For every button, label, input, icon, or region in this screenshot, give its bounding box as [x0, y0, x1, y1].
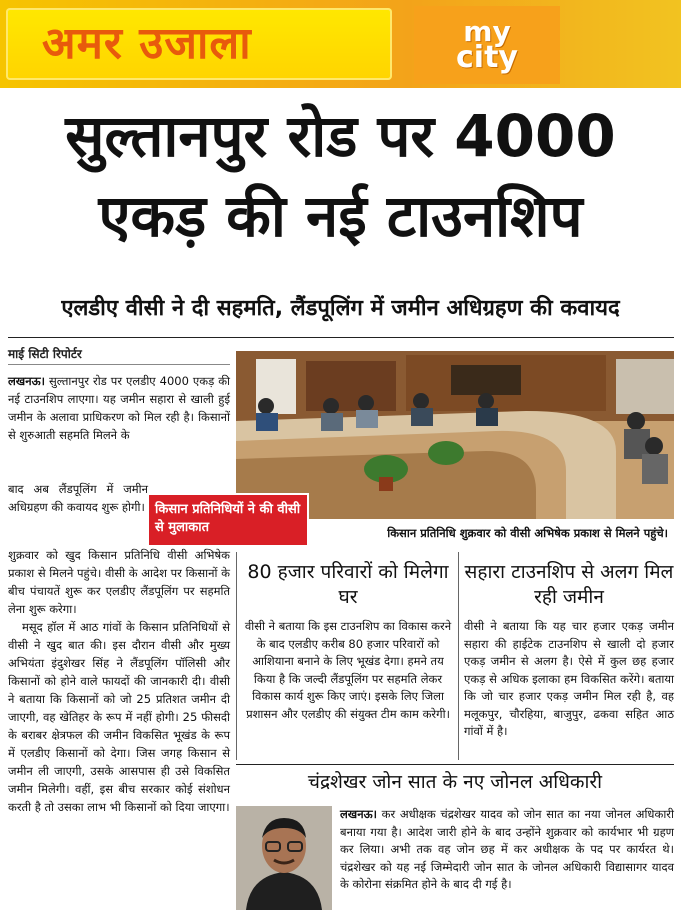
- lead-text: सुल्तानपुर रोड पर एलडीए 4000 एकड़ की नई टाउनशिप लाएगा। यह जमीन सहारा से खाली हुई जमीन के अलावा प्राधिकरण को मिल रही है। किसानों से शुरुआती सहमति मिलने के: [8, 374, 231, 442]
- mid-story-heading: 80 हजार परिवारों को मिलेगा घर: [247, 561, 449, 608]
- meeting-photo: [236, 351, 674, 519]
- headline: [0, 96, 681, 256]
- lead-body: [8, 546, 230, 816]
- divider: [8, 364, 230, 365]
- brand-logo: [6, 8, 392, 80]
- column-divider: [458, 552, 459, 760]
- divider: [8, 337, 674, 338]
- second-story-heading: चंद्रशेखर जोन सात के नए जोनल अधिकारी: [307, 771, 603, 793]
- mycity-badge-line1: my: [463, 15, 511, 48]
- subheadline: एलडीए वीसी ने दी सहमति, लैंडपूलिंग में जमीन अधिग्रहण की कवायद: [61, 296, 620, 321]
- officer-portrait-image: [236, 806, 332, 910]
- lead-paragraph-cont: बाद अब लैंडपूलिंग में जमीन अधिग्रहण की कवायद शुरू होगी।: [8, 482, 148, 514]
- mycity-badge-line2: city: [456, 40, 518, 75]
- second-story-text: कर अधीक्षक चंद्रशेखर यादव को जोन सात का नया जोनल अधिकारी बनाया गया है। आदेश जारी होने के बाद उन्होंने शुक्रवार को कार्यभार भी ग्रहण कर लिया। अभी तक वह जोन छह में कर अधीक्षक के पद पर कार्यरत थे। चंद्रशेखर को यह नई जिम्मेदारी जोन सात के जोनल अधिकारी विद्यासागर यादव के कोरोना संक्रमित होने के बाद दी गई है।: [340, 807, 674, 891]
- lead-dateline: लखनऊ।: [8, 374, 45, 388]
- headline-line2: एकड़ की नई टाउनशिप: [98, 182, 583, 250]
- officer-portrait: [236, 806, 332, 910]
- mid-story-body: वीसी ने बताया कि इस टाउनशिप का विकास करने के बाद एलडीए करीब 80 हजार परिवारों को आशियाना बनाने के लिए भूखंड देगा। हमने तय किया है कि जल्दी लैंडपूलिंग पर सहमति लेकर विकास कार्य शुरू किए जाएं। इसके लिए जिला प्रशासन और एलडीए की संयुक्त टीम काम करेगी।: [244, 619, 452, 721]
- byline: माई सिटी रिपोर्टर: [8, 347, 82, 361]
- lead-para2: शुक्रवार को खुद किसान प्रतिनिधि वीसी अभिषेक प्रकाश से मिलने पहुंचे। वीसी के आदेश पर किसानों के बीच पंचायतें शुरू कर एलडीए लैंडपूलिंग पर सहमति लेना शुरू करेगा।: [8, 548, 230, 616]
- right-story-heading: सहारा टाउनशिप से अलग मिल रही जमीन: [464, 561, 674, 608]
- masthead: [0, 0, 681, 88]
- column-divider: [236, 552, 237, 760]
- lead-paragraph: [8, 372, 230, 444]
- photo-label: किसान प्रतिनिधियों ने की वीसी से मुलाकात: [149, 495, 307, 545]
- lead-para3: मसूद हॉल में आठ गांवों के किसान प्रतिनिधियों से वीसी ने खुद बात की। इस दौरान वीसी और मुख्य अभियंता इंदुशेखर सिंह ने लैंडपूलिंग पॉलिसी और किसानों को होने वाले फायदों की जानकारी दी। वीसी ने बताया कि किसानों को जो 25 प्रतिशत जमीन दी जाएगी, वह खेतिहर के रूप में नहीं होगी। 25 फीसदी के बराबर क्षेत्रफल की जमीन विकसित भूखंड के रूप में एलडीए किसानों को देगा। जिस जगह किसान से जमीन ली जाएगी, उसके आसपास ही उसे विकसित जमीन मिलेगी। वहीं, इस बीच सरकार कोई संशोधन करती है तो उसका लाभ भी किसानों को दिया जाएगा।: [8, 620, 230, 814]
- photo-caption: किसान प्रतिनिधि शुक्रवार को वीसी अभिषेक प्रकाश से मिलने पहुंचे।: [387, 526, 668, 540]
- brand-name: अमर उजाला: [42, 18, 252, 69]
- headline-line1: सुल्तानपुर रोड पर 4000: [65, 102, 616, 170]
- second-story-body: [340, 806, 674, 894]
- mycity-badge: [414, 6, 560, 84]
- meeting-photo-image: [236, 351, 674, 519]
- divider: [236, 764, 674, 765]
- right-story-body: वीसी ने बताया कि यह चार हजार एकड़ जमीन सहारा की हाईटेक टाउनशिप से खाली दो हजार एकड़ जमीन से अलग है। ऐसे में कुल छह हजार एकड़ से अधिक इलाका हम विकसित करेंगे। बताया कि जो चार हजार एकड़ जमीन मिल रही है, वह मलूकपुर, चौरहिया, बाजुपुर, ढकवा सहित आठ गांवों में है।: [464, 619, 674, 738]
- second-story-dateline: लखनऊ।: [340, 807, 377, 821]
